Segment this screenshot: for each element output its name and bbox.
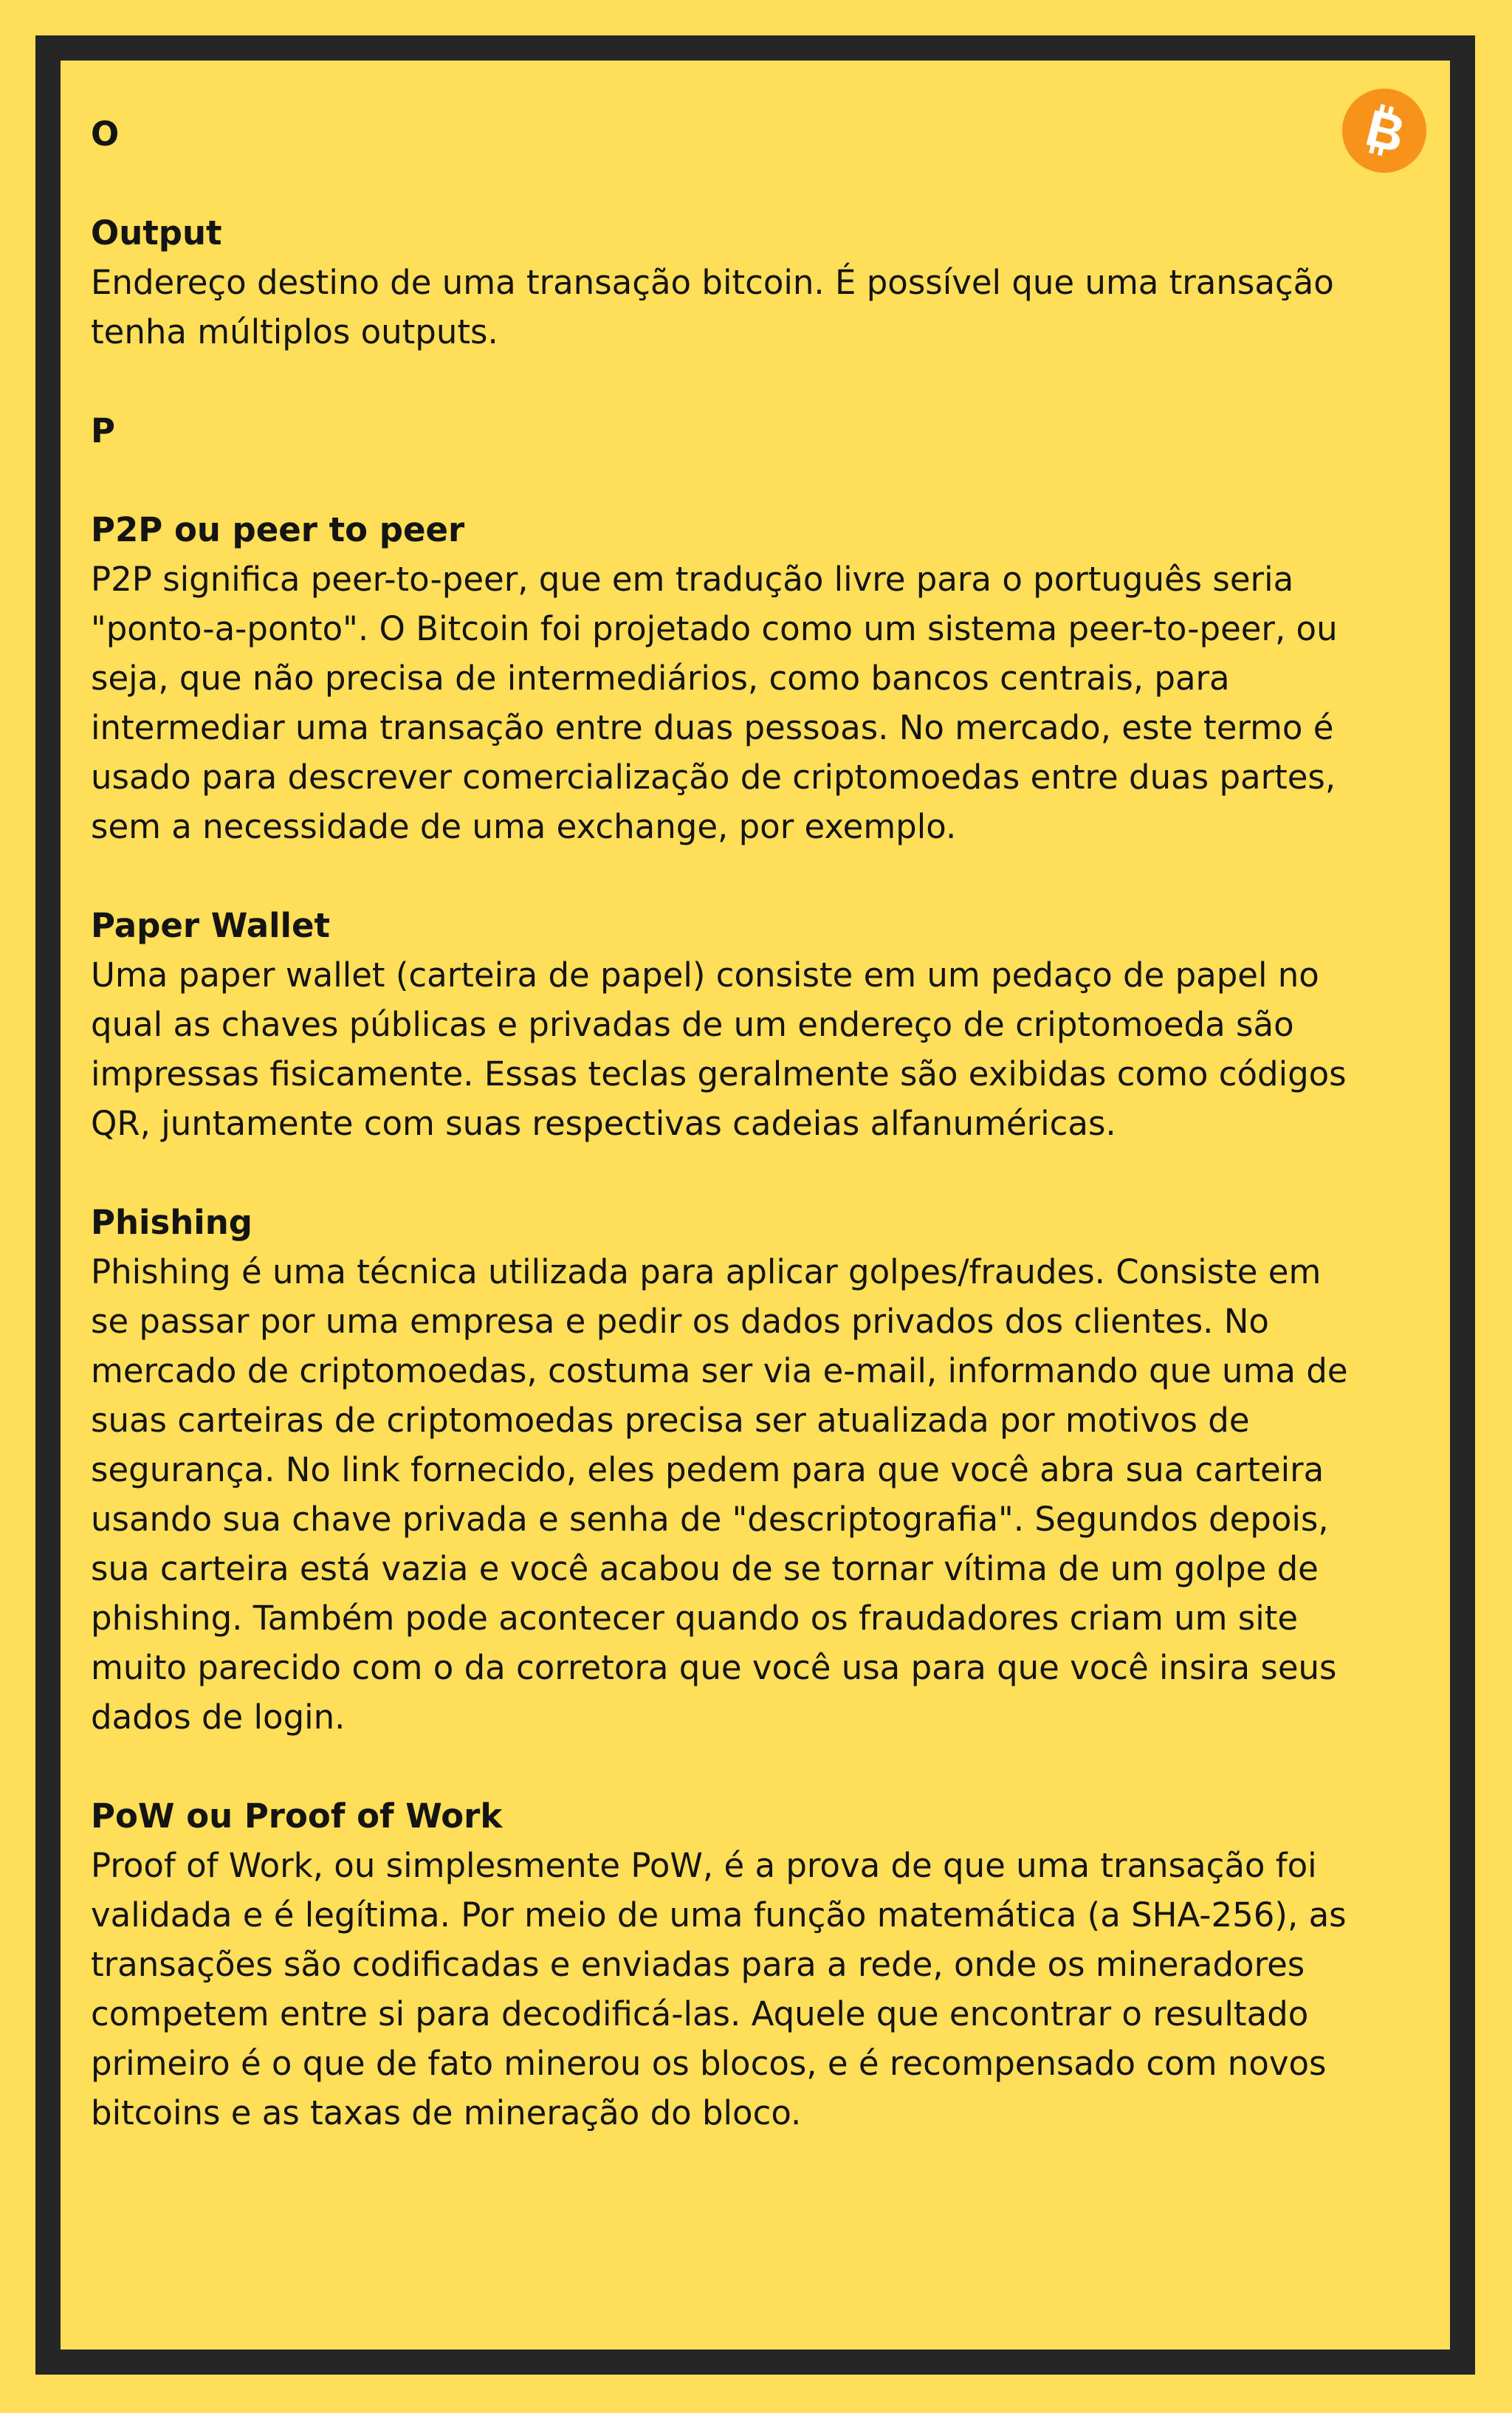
section-letter: P	[91, 411, 115, 450]
entry-body: P2P significa peer-to-peer, que em tradução livre para o português seria "ponto-a-ponto". O Bitcoin foi projetado como um sistema peer-to-peer, ou seja, que não precisa de intermediários, como bancos centrais, para intermediar uma transação entre duas pessoas. No mercado, este termo é usado para descrever comercialização de criptomoedas entre duas partes, sem a necessidade de uma exchange, por exemplo.	[91, 560, 1338, 846]
entry-title: PoW ou Proof of Work	[91, 1796, 503, 1836]
entry-title: Paper Wallet	[91, 906, 331, 945]
entry-body: Endereço destino de uma transação bitcoin. É possível que uma transação tenha múltiplos outputs.	[91, 263, 1334, 351]
entry-title: Phishing	[91, 1203, 252, 1242]
entry-title: Output	[91, 213, 222, 253]
entry-body: Phishing é uma técnica utilizada para aplicar golpes/fraudes. Consiste em se passar por uma empresa e pedir os dados privados dos clientes. No mercado de criptomoedas, costuma ser via e-mail, informando que uma de suas carteiras de criptomoedas precisa ser atualizada por motivos de segurança. No link fornecido, eles pedem para que você abra sua carteira usando sua chave privada e senha de "descriptografia". Segundos depois, sua carteira está vazia e você acabou de se tornar vítima de um golpe de phishing. Também pode acontecer quando os fraudadores criam um site muito parecido com o da corretora que você usa para que você insira seus dados de login.	[91, 1252, 1348, 1737]
glossary-content	[91, 109, 1361, 2138]
entry-body: Proof of Work, ou simplesmente PoW, é a prova de que uma transação foi validada e é legítima. Por meio de uma função matemática (a SHA-256), as transações são codificadas e enviadas para a rede, onde os mineradores competem entre si para decodificá-las. Aquele que encontrar o resultado primeiro é o que de fato minerou os blocos, e é recompensado com novos bitcoins e as taxas de mineração do bloco.	[91, 1846, 1347, 2132]
entry-body: Uma paper wallet (carteira de papel) consiste em um pedaço de papel no qual as chaves públicas e privadas de um endereço de criptomoeda são impressas fisicamente. Essas teclas geralmente são exibidas como códigos QR, juntamente com suas respectivas cadeias alfanuméricas.	[91, 955, 1347, 1143]
section-letter: O	[91, 114, 120, 154]
entry-title: P2P ou peer to peer	[91, 510, 465, 549]
bitcoin-icon	[1358, 101, 1410, 160]
